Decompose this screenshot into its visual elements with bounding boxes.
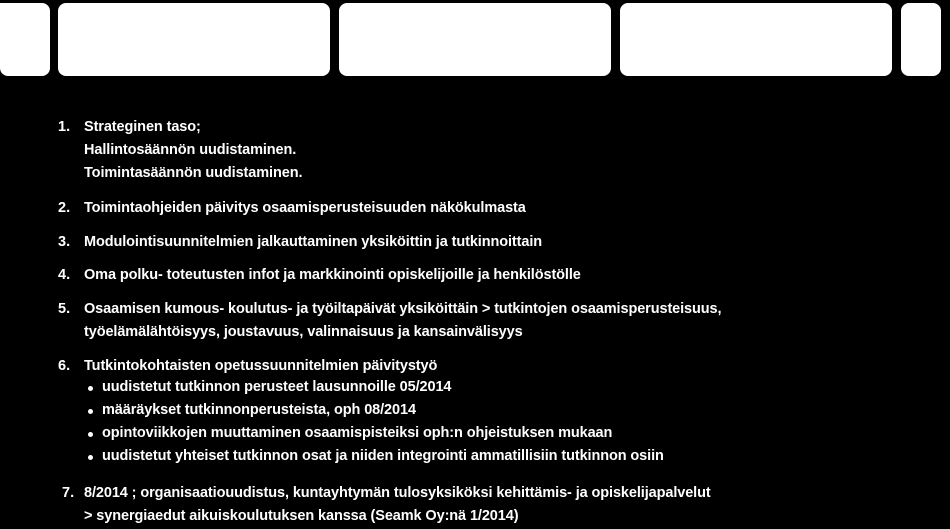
- item-number: 2.: [58, 200, 71, 216]
- item-text: Toimintaohjeiden päivitys osaamisperusteisuuden näkökulmasta: [84, 200, 526, 216]
- bullet-dot: [88, 386, 93, 391]
- item-text: Strateginen taso;: [84, 119, 201, 135]
- item-text: Tutkintokohtaisten opetussuunnitelmien päivitystyö: [84, 358, 438, 374]
- item-text: Oma polku- toteutusten infot ja markkinointi opiskelijoille ja henkilöstölle: [84, 267, 581, 283]
- item-text: työelämälähtöisyys, joustavuus, valinnaisuus ja kansainvälisyys: [84, 324, 523, 340]
- bullet-text: määräykset tutkinnonperusteista, oph 08/2014: [102, 402, 416, 418]
- item-text: Modulointisuunnitelmien jalkauttaminen yksiköittin ja tutkinnoittain: [84, 234, 543, 250]
- bullet-dot: [88, 432, 93, 437]
- item-number: 5.: [58, 301, 71, 317]
- item-text: Osaamisen kumous- koulutus- ja työiltapäivät yksiköittäin > tutkintojen osaamisperusteisuus,: [84, 301, 722, 317]
- item-number: 1.: [58, 119, 71, 135]
- item-number: 3.: [58, 234, 71, 250]
- bullet-text: uudistetut tutkinnon perusteet lausunnoille 05/2014: [102, 379, 452, 395]
- item-number: 6.: [58, 358, 71, 374]
- item-number: 7.: [62, 485, 75, 501]
- item-text: Toimintasäännön uudistaminen.: [84, 165, 303, 181]
- bullet-text: opintoviikkojen muuttaminen osaamispisteiksi oph:n ohjeistuksen mukaan: [102, 425, 613, 441]
- item-text: Hallintosäännön uudistaminen.: [84, 142, 297, 158]
- item-text: > synergiaedut aikuiskoulutuksen kanssa (Seamk Oy:nä 1/2014): [84, 508, 519, 524]
- item-text: 8/2014 ; organisaatiouudistus, kuntayhtymän tulosyksiköksi kehittämis- ja opiskelijapalvelut: [84, 485, 711, 501]
- bullet-dot: [88, 455, 93, 460]
- bullet-dot: [88, 409, 93, 414]
- bullet-text: uudistetut yhteiset tutkinnon osat ja niiden integrointi ammatillisiin tutkinnon osiin: [102, 448, 664, 464]
- item-number: 4.: [58, 267, 71, 283]
